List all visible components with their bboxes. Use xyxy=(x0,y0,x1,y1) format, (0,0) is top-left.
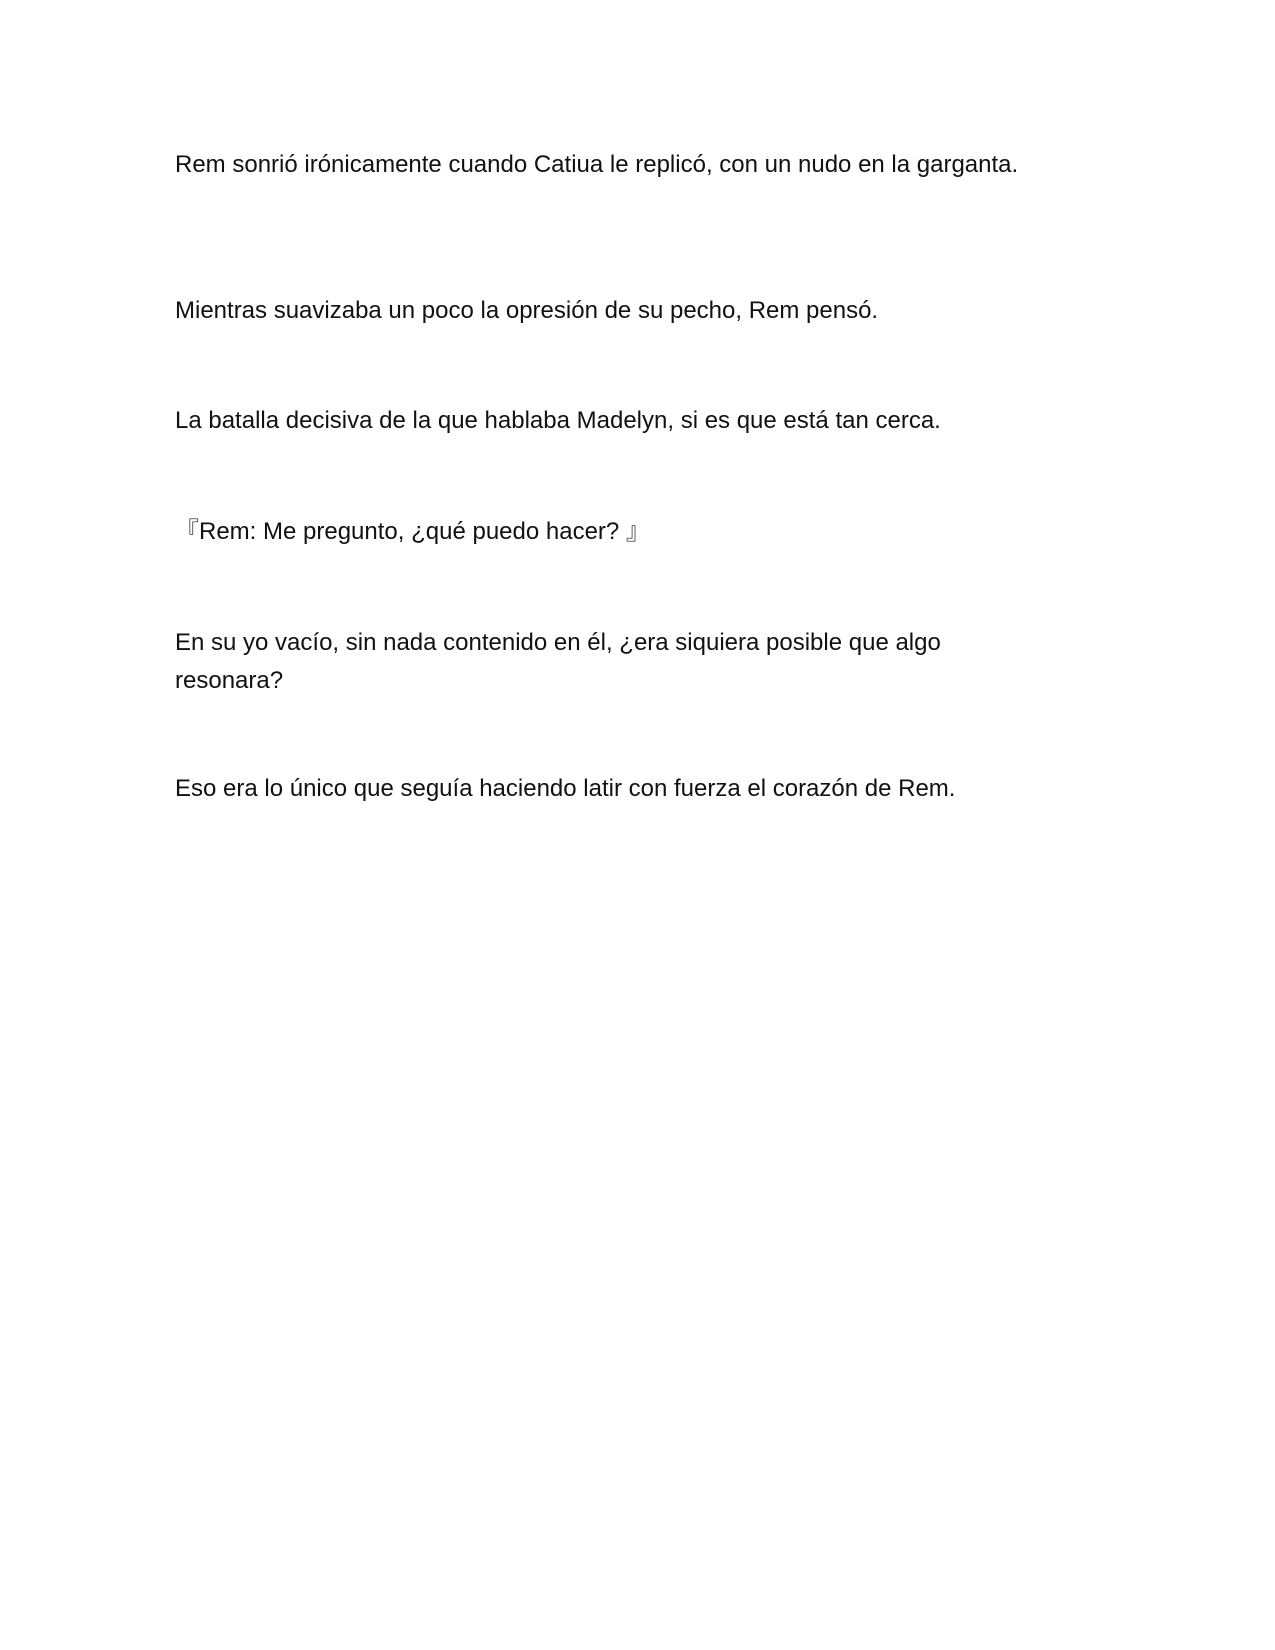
dialogue-line: 『Rem: Me pregunto, ¿qué puedo hacer? 』 xyxy=(175,518,650,545)
paragraph-1: Rem sonrió irónicamente cuando Catiua le replicó, con un nudo en la garganta. xyxy=(175,151,1019,178)
paragraph-2: Mientras suavizaba un poco la opresión de su pecho, Rem pensó. xyxy=(175,297,879,324)
paragraph-3: La batalla decisiva de la que hablaba Madelyn, si es que está tan cerca. xyxy=(175,407,941,434)
paragraph-6: Eso era lo único que seguía haciendo latir con fuerza el corazón de Rem. xyxy=(175,775,956,802)
paragraph-5: En su yo vacío, sin nada contenido en él, ¿era siquiera posible que algo resonara? xyxy=(175,629,941,694)
